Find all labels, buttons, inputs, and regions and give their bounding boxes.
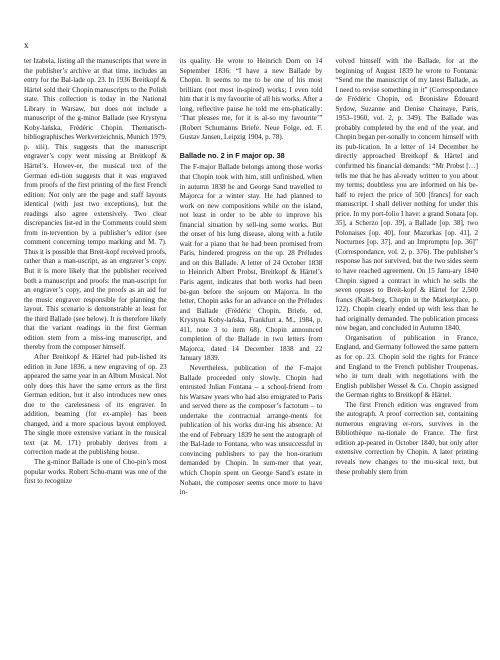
paragraph: Organisation of publication in France, England, and Germany followed the same pattern as for op. 23. Chopin sold the rights for France and England to the French publisher Troupenas, who in turn dealt with negotiations with the English publisher Wessel & Co. Chopin assigned the German rights to Breitkopf & Härtel.: [335, 333, 479, 400]
section-heading: Ballade no. 2 in F major op. 38: [179, 150, 285, 160]
page-number: x: [24, 40, 29, 50]
paragraph: The first French edition was engraved from the autograph. A proof correction set, containing numerous engraving er-rors, survives in the Bibliothèque na-tionale de France. The first edition ap-peared in October 1840, but only after extensive correction by Chopin. A later printing reveals new changes to the mu-sical text, but these probably stem from: [335, 400, 479, 476]
paragraph: The g-minor Ballade is one of Cho-pin’s most popular works. Robert Schu-mann was one of the first to recognize: [24, 457, 167, 486]
paragraph: its quality. He wrote to Heinrich Dorn on 14 September 1836: “I have a new Ballade by Chopin. It seems to me to be one of his most brilliant (not most in-spired) works; I even told him that it is my favourite of all his works. After a long, reflective pause he told me em-phatically: ‘That pleases me, for it is al-so my favourite’” (Robert Schumanns Briefe. Neue Folge, ed. F. Gustav Jansen, Leipzig 1904, p. 78).: [179, 57, 323, 142]
paragraph: volved himself with the Ballade, for at the beginning of August 1839 he wrote to Fontana: “Send me the manuscript of my latest Ballade, as I need to revise something in it” (Correspondance de Frédéric Chopin, ed. Bronisław Édouard Sydow, Suzanne and Denise Chainaye, Paris, 1953–1960, vol. 2, p. 349). The Ballade was probably completed by the end of the year, and Chopin began per-sonally to concern himself with its pub-lication. In a letter of 14 December he directly approached Breitkopf & Härtel and confirmed his financial demands: “Mr Probst […] tells me that he has al-ready written to you about my terms; doubtless you are informed on his be-half to reject the price of 500 [francs] for each manuscript. I shall deliver nothing for under this price. In my port-folio I have: a grand Sonata [op. 35], a Scherzo [op. 39], a Ballade [op. 38], two Polonaises [op. 40], four Mazurkas [op. 41], 2 Nocturnes [op. 37], and an Impromptu [op. 36]” (Correspondance, vol. 2, p. 376). The publisher’s response has not survived, but the two sides seem to have reached agreement. On 15 Janu-ary 1840 Chopin signed a contract in which he sells the seven opuses to Breit-kopf & Härtel for 2,500 francs (Kall-berg, Chopin in the Marketplace, p. 122). Chopin clearly ended up with less than he had originally demanded. The publication process now began, and concluded in Autumn 1840.: [335, 57, 479, 333]
column-2: [180, 57, 323, 652]
paragraph: After Breitkopf & Härtel had pub-lished its edition in June 1836, a new engraving of op. 23 appeared the same year in an Album Musical. Not only does this have the same errors as the first German edition, but it also introduces new ones due to the carelessness of its engraver. In addition, beaming (for ex-ample) has been changed, and a more spacious layout employed. The single more extensive variant in the musical text (at M. 171) probably derives from a correction made at the publishing house.: [24, 352, 167, 457]
column-1: [24, 57, 167, 652]
column-3: [335, 57, 478, 652]
paragraph: ter Izabela, listing all the manuscripts that were in the publisher’s archive at that time, includes an entry for the Bal-lade op. 23. In 1936 Breitkopf & Härtel sold their Chopin manuscripts to the Polish state. This collection is today in the National Library in Warsaw, but does not include a manuscript of the g-minor Ballade (see Krystyna Koby-lańska, Frédéric Chopin. Thematisch-bibliographisches Werkverzeichnis, Munich 1979, p. xiii). This suggests that the manuscript engraver’s copy went missing at Breitkopf & Härtel’s. Howev-er, the musical text of the German edi-tion suggests that it was engraved from proofs of the first printing of the first French edition: Not only are the page and staff layouts identical (with just two exceptions), but the readings also agree extensively. Two clear discrepancies list-ed in the Comments could stem from in-tervention by a publisher’s editor (see comment concerning tempo marking and M. 7). Thus it is possible that Breit-kopf received proofs, rather than a man-uscript, as an engraver’s copy. But it is more likely that the publisher received both a manuscript and proofs: the man-uscript for an engraver’s copy, and the proofs as an aid for the music engraver responsible for planning the layout. This scenario is demonstrable at least for the third Ballade (see below). It is therefore likely that the variant readings in the first German edition stem from a miss-ing manuscript, and thereby from the composer himself.: [24, 57, 167, 352]
paragraph: Nevertheless, publication of the F-major Ballade proceeded only slowly. Chopin had entrusted Julian Fontana – a school-friend from his Warsaw years who had also emigrated to Paris and served there as the composer’s factotum – to undertake the contractual arrange-ments for publication of his works dur-ing his absence. At the end of February 1839 he sent the autograph of the Bal-lade to Fontana, who was unsuccessful in convincing publishers to pay the hon-orarium demanded by Chopin. In sum-mer that year, which Chopin spent on George Sand’s estate in Nohant, the composer seems once more to have in-: [179, 363, 323, 497]
paragraph: The F-major Ballade belongs among those works that Chopin took with him, still unfinished, when in autumn 1838 he and George Sand travelled to Majorca for a winter stay. He had planned to work on new compositions while on the island, not least in order to be able to improve his financial situation by sell-ing some works. But the onset of his lung disease, along with a futile wait for a piano that he had been promised from Paris, hindered progress on the op. 28 Préludes and on this Ballade. A letter of 24 October 1838 to Heinrich Albert Probst, Breitkopf & Härtel’s Paris agent, indicates that both works had been be-gun before the sojourn on Majorca. In the letter, Chopin asks for an advance on the Préludes and Ballade (Frédéric Chopin, Briefe, ed. Krystyna Koby-lańska, Frankfurt a. M., 1984, p. 411, note 3 to item 68). Chopin announced completion of the Ballade in two letters from Majorca, dated 14 December 1838 and 22 January 1839.: [179, 163, 323, 363]
text-columns: [24, 57, 478, 652]
